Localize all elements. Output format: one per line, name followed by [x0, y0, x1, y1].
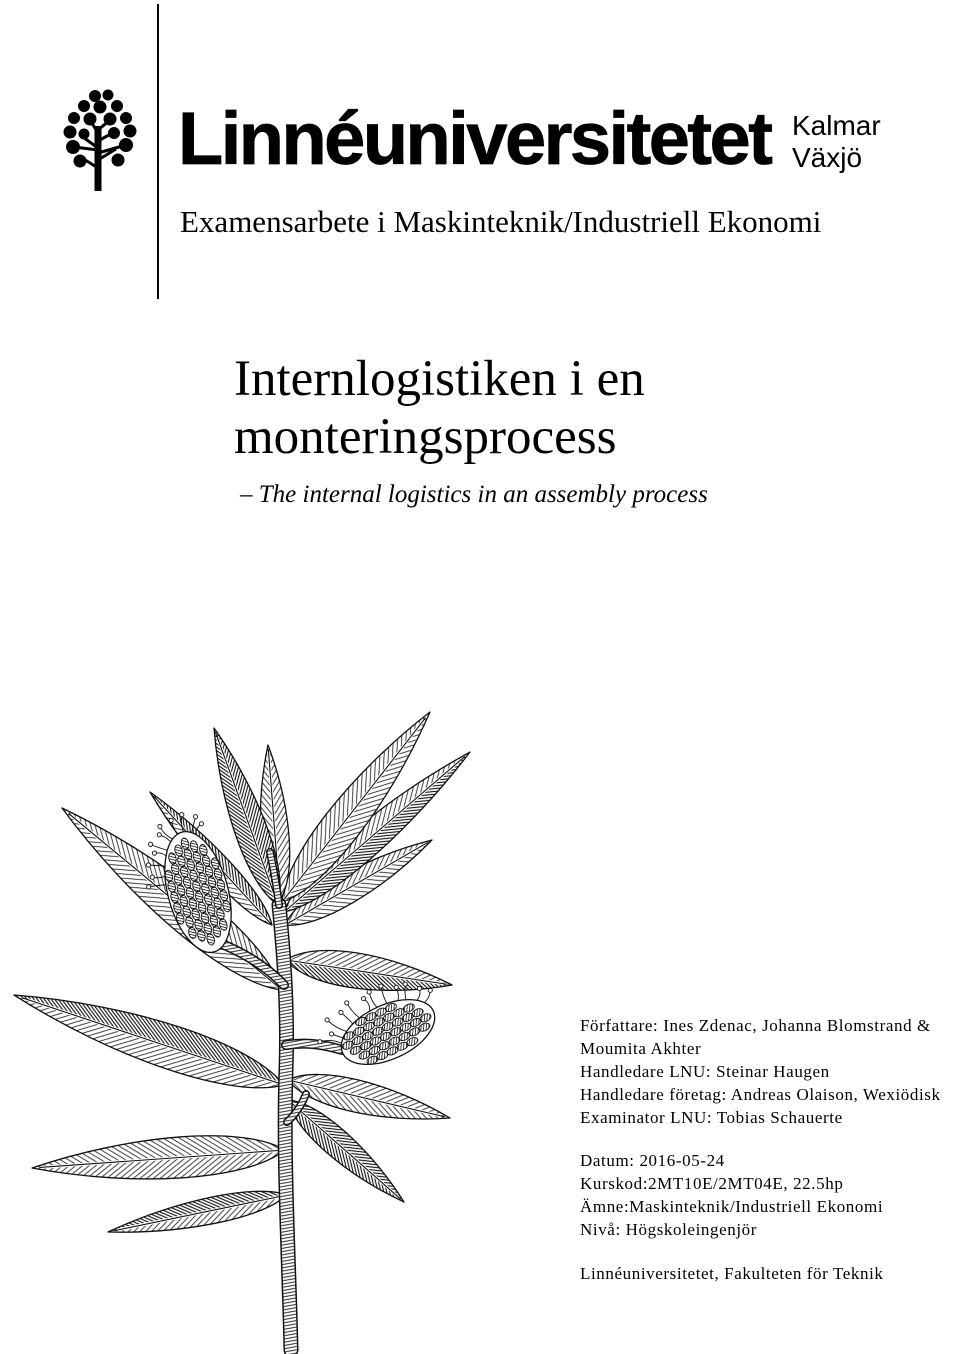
- stamen-tip: [150, 875, 155, 880]
- course-code: Kurskod:2MT10E/2MT04E, 22.5hp: [580, 1174, 844, 1193]
- stamen-tip: [193, 814, 198, 819]
- stamen-tip: [199, 821, 204, 826]
- supervisor-lnu: Handledare LNU: Steinar Haugen: [580, 1062, 830, 1081]
- date: Datum: 2016-05-24: [580, 1151, 725, 1170]
- leaf: [105, 1182, 289, 1245]
- english-subtitle: – The internal logistics in an assembly process: [240, 481, 708, 508]
- university-wordmark: Linnéuniversitetet: [178, 97, 771, 180]
- stamen-tip: [169, 818, 174, 823]
- faculty: Linnéuniversitetet, Fakulteten för Teknik: [580, 1264, 884, 1283]
- leaf: [7, 974, 291, 1106]
- thesis-type-heading: Examensarbete i Maskinteknik/Industriell Ekonomi: [180, 204, 822, 239]
- leaf-midrib: [22, 998, 284, 1085]
- level: Nivå: Högskoleingenjör: [580, 1220, 758, 1239]
- stamen-tip: [329, 1031, 335, 1037]
- stamen-tip: [344, 1000, 350, 1006]
- stamen-tip: [179, 812, 184, 817]
- tree-icon: [60, 86, 145, 194]
- leaf-shading-lower: [14, 974, 291, 1085]
- vertical-divider: [157, 4, 159, 299]
- examiner: Examinator LNU: Tobias Schauerte: [580, 1108, 843, 1127]
- leaf: [31, 1130, 287, 1189]
- stamen-tip: [152, 851, 157, 856]
- title-line-2: monteringsprocess: [234, 409, 617, 465]
- stamen-tip: [148, 842, 153, 847]
- stamen-tip: [146, 884, 151, 889]
- campus-vaxjo: Växjö: [792, 142, 863, 173]
- stamen-tip: [146, 862, 151, 867]
- campus-kalmar: Kalmar: [792, 110, 881, 141]
- thesis-details: [580, 1014, 952, 1304]
- plant-stem-shading: [279, 905, 291, 1350]
- subject: Ämne:Maskinteknik/Industriell Ekonomi: [580, 1197, 884, 1216]
- authors-line-2: Moumita Akhter: [580, 1039, 702, 1058]
- stamen-tip: [157, 824, 162, 829]
- title-line-1: Internlogistiken i en: [234, 351, 645, 407]
- authors-line-1: Författare: Ines Zdenac, Johanna Blomstrand &: [580, 1016, 931, 1035]
- stamen-tip: [157, 832, 162, 837]
- botanical-illustration: [0, 700, 560, 1354]
- leaf-shading-upper: [7, 995, 284, 1106]
- supervisor-company: Handledare företag: Andreas Olaison, Wexiödisk: [580, 1085, 941, 1104]
